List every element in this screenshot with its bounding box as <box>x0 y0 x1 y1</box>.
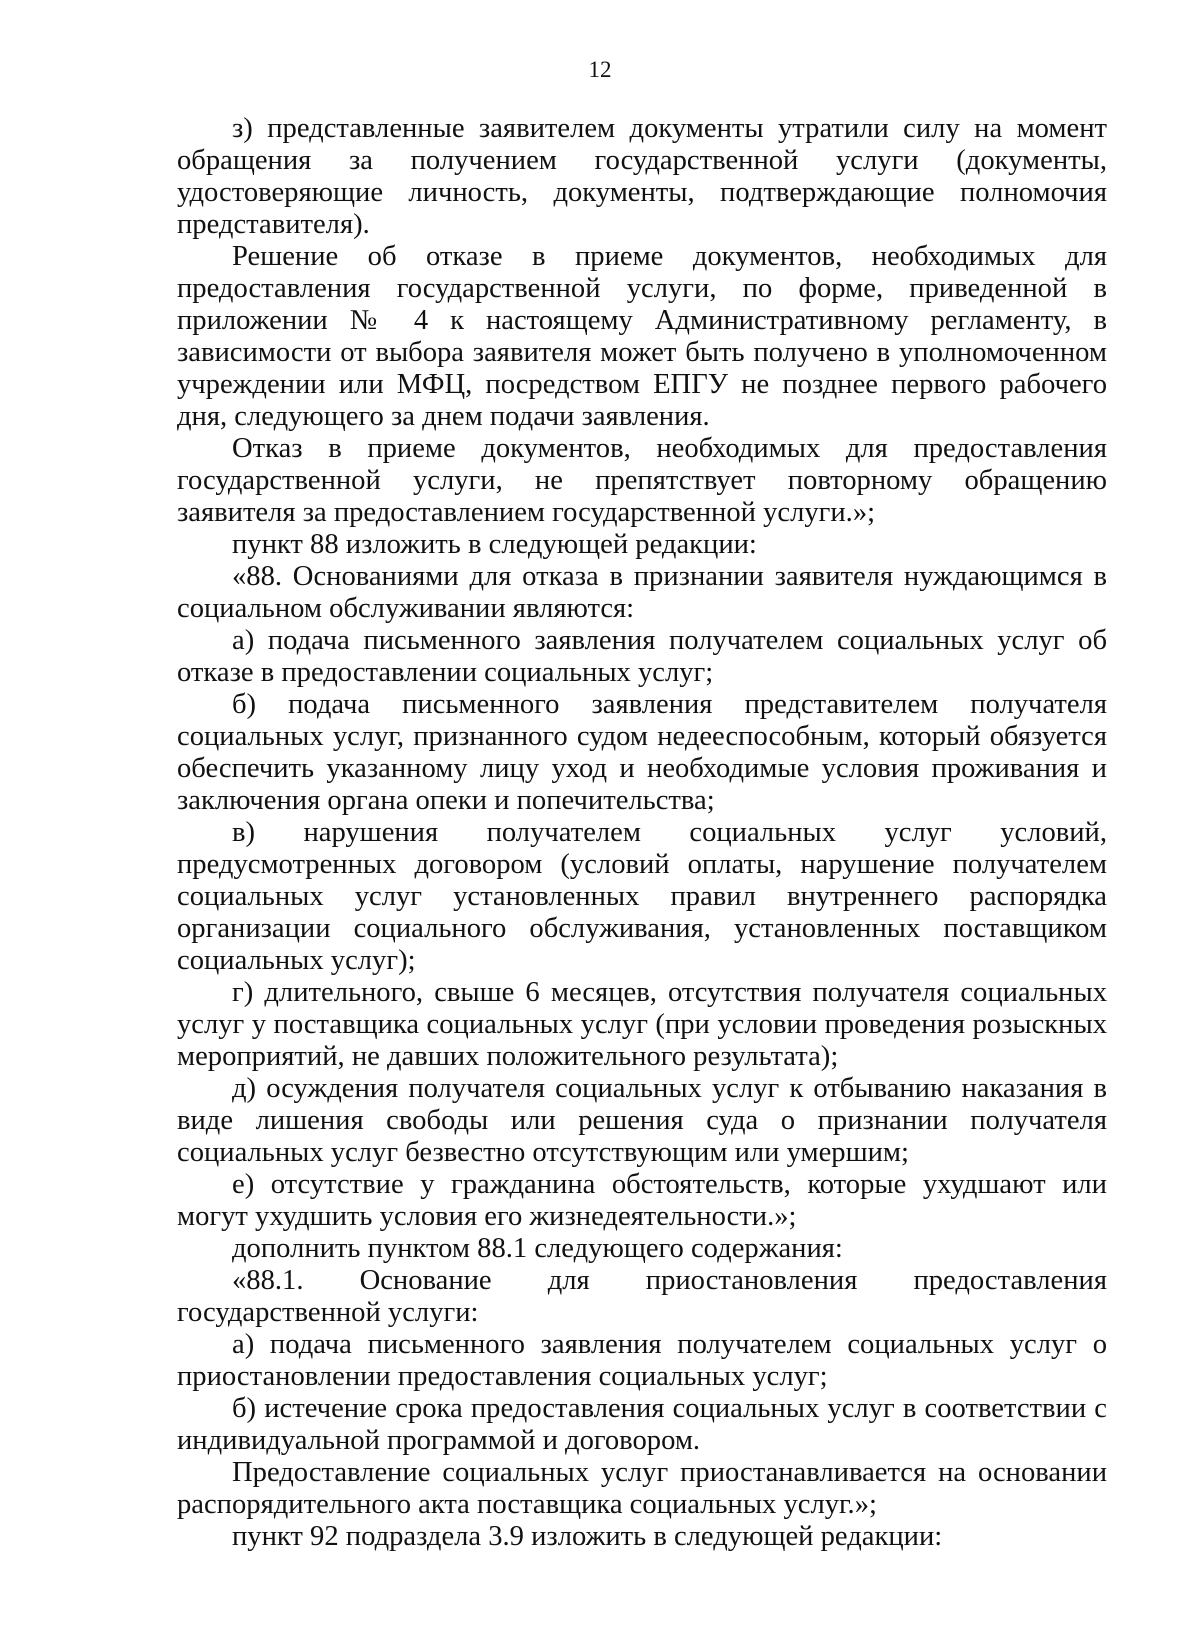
paragraph-88-v: в) нарушения получателем социальных услуг условий, предусмотренных договором (условий оплаты, нарушение получателем социальных услуг установленных правил внутреннего распорядка организации социального обслуживания, установленных поставщиком социальных услуг); <box>177 817 1107 976</box>
paragraph-amend-88: пункт 88 изложить в следующей редакции: <box>232 529 757 560</box>
document-body <box>177 113 1107 1553</box>
paragraph-88-g: г) длительного, свыше 6 месяцев, отсутствия получателя социальных услуг у поставщика социальных услуг (при условии проведения розыскных мероприятий, не давших положительного результата); <box>177 977 1107 1072</box>
paragraph-88-1-a: а) подача письменного заявления получателем социальных услуг о приостановлении предоставления социальных услуг; <box>177 1329 1107 1392</box>
paragraph-88-d: д) осуждения получателя социальных услуг к отбыванию наказания в виде лишения свободы или решения суда о признании получателя социальных услуг безвестно отсутствующим или умершим; <box>177 1073 1107 1168</box>
paragraph-88-intro: «88. Основаниями для отказа в признании заявителя нуждающимся в социальном обслуживании являются: <box>177 561 1107 624</box>
paragraph-amend-92: пункт 92 подраздела 3.9 изложить в следующей редакции: <box>232 1521 943 1552</box>
paragraph-add-88-1: дополнить пунктом 88.1 следующего содержания: <box>232 1233 843 1264</box>
paragraph-88-b: б) подача письменного заявления представителем получателя социальных услуг, признанного судом недееспособным, который обязуется обеспечить указанному лицу уход и необходимые условия проживания и заключения органа опеки и попечительства; <box>177 689 1107 816</box>
paragraph-suspension-basis: Предоставление социальных услуг приостанавливается на основании распорядительного акта поставщика социальных услуг.»; <box>177 1457 1107 1520</box>
paragraph-88-1-intro: «88.1. Основание для приостановления предоставления государственной услуги: <box>177 1265 1107 1328</box>
paragraph-88-e: е) отсутствие у гражданина обстоятельств, которые ухудшают или могут ухудшить условия его жизнедеятельности.»; <box>177 1169 1107 1232</box>
paragraph-88-a: а) подача письменного заявления получателем социальных услуг об отказе в предоставлении социальных услуг; <box>177 625 1107 688</box>
page-number: 12 <box>588 57 612 82</box>
paragraph-refusal-no-obstacle: Отказ в приеме документов, необходимых для предоставления государственной услуги, не препятствует повторному обращению заявителя за предоставлением государственной услуги.»; <box>177 433 1107 528</box>
paragraph-z-documents-expired: з) представленные заявителем документы утратили силу на момент обращения за получением государственной услуги (документы, удостоверяющие личность, документы, подтверждающие полномочия представителя). <box>177 113 1107 240</box>
paragraph-88-1-b: б) истечение срока предоставления социальных услуг в соответствии с индивидуальной программой и договором. <box>177 1393 1107 1456</box>
paragraph-refusal-decision: Решение об отказе в приеме документов, необходимых для предоставления государственной услуги, по форме, приведенной в приложении № 4 к настоящему Административному регламенту, в зависимости от выбора заявителя может быть получено в уполномоченном учреждении или МФЦ, посредством ЕПГУ не позднее первого рабочего дня, следующего за днем подачи заявления. <box>177 241 1107 432</box>
